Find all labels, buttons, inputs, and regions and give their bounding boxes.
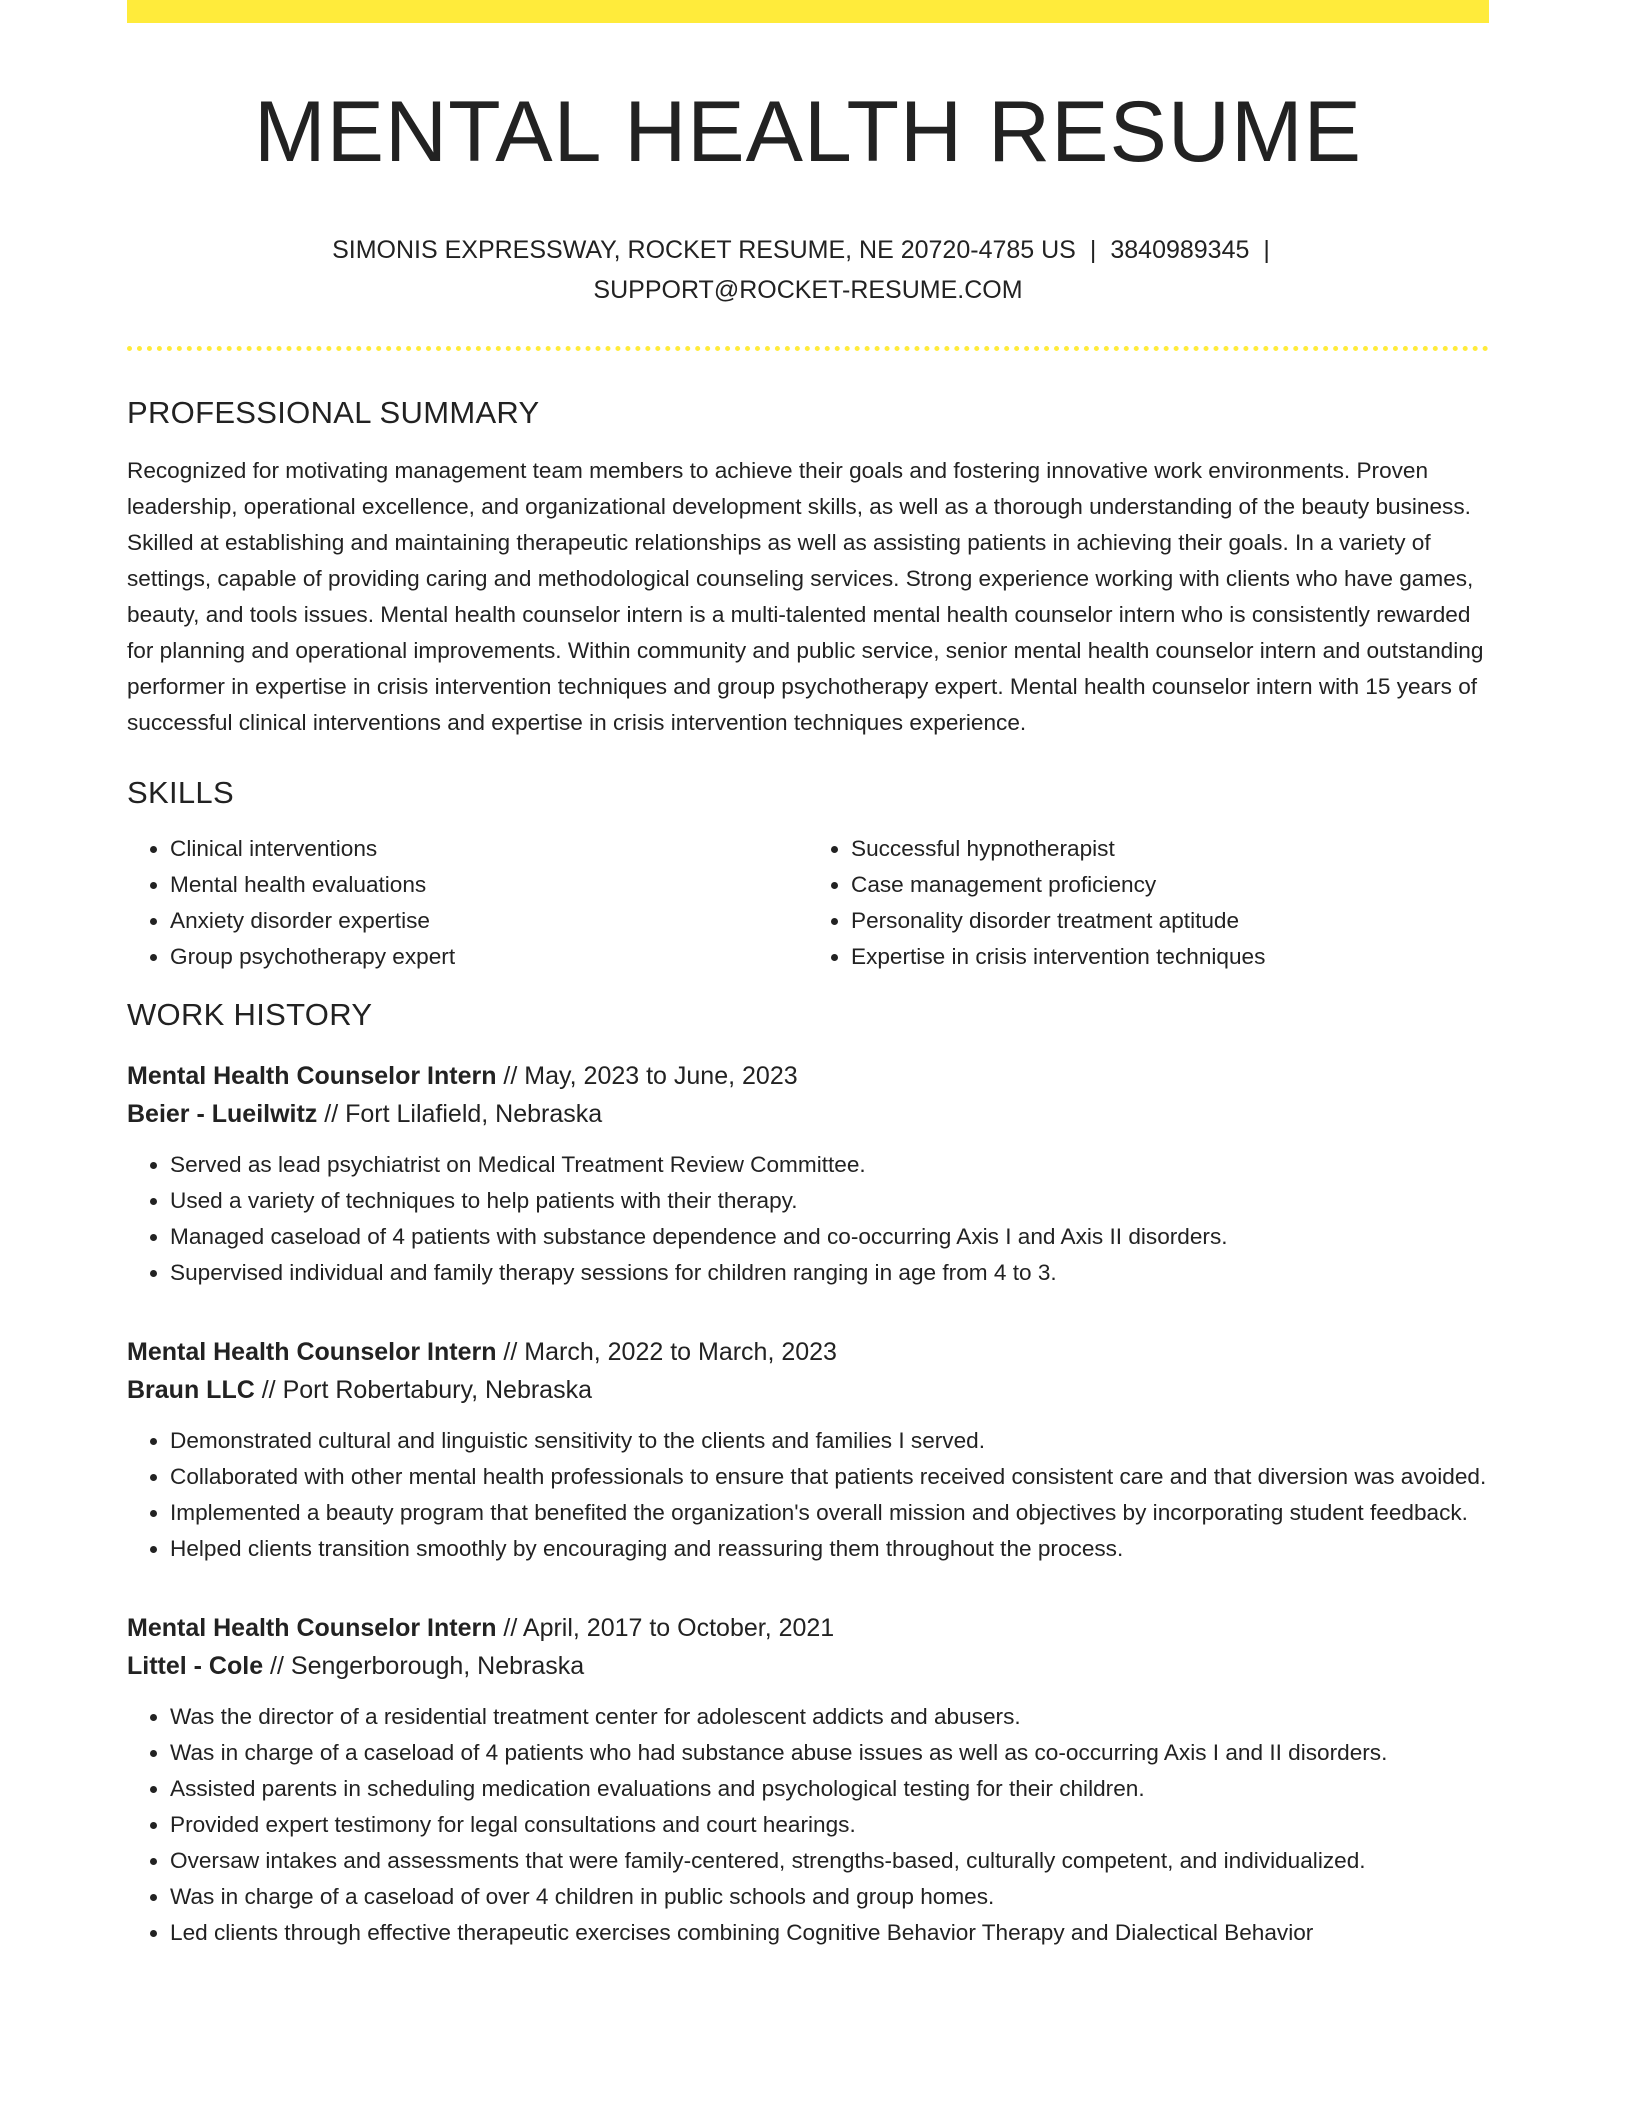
job-company-line: [127, 1371, 1489, 1409]
skill-item: • Clinical interventions: [170, 831, 808, 867]
skills-column-right: [808, 831, 1489, 975]
job-entry: [127, 1057, 1489, 1291]
job-company: Littel - Cole: [127, 1651, 264, 1680]
job-duty: • Assisted parents in scheduling medication evaluations and psychological testing for their children.: [170, 1771, 1489, 1807]
job-location: Sengerborough, Nebraska: [290, 1651, 585, 1680]
contact-address: SIMONIS EXPRESSWAY, ROCKET RESUME, NE 20720-4785 US: [332, 235, 1076, 264]
summary-heading: PROFESSIONAL SUMMARY: [127, 394, 540, 430]
date-separator: //: [496, 1613, 523, 1642]
contact-phone: 3840989345: [1110, 235, 1250, 264]
job-duties: [127, 1423, 1489, 1567]
resume-page: [127, 0, 1489, 1951]
date-separator: //: [263, 1651, 291, 1680]
job-duties: [127, 1147, 1489, 1291]
job-company: Braun LLC: [127, 1375, 255, 1404]
job-company-line: [127, 1647, 1489, 1685]
job-location: Fort Lilafield, Nebraska: [345, 1099, 603, 1128]
job-company-line: [127, 1095, 1489, 1133]
job-duty: • Was in charge of a caseload of over 4 children in public schools and group homes.: [170, 1879, 1489, 1915]
job-duty: • Managed caseload of 4 patients with substance dependence and co-occurring Axis I and Axis II disorders.: [170, 1219, 1489, 1255]
job-company: Beier - Lueilwitz: [127, 1099, 318, 1128]
resume-title: MENTAL HEALTH RESUME: [254, 84, 1362, 180]
job-duty: • Was in charge of a caseload of 4 patients who had substance abuse issues as well as co-occurring Axis I and II disorders.: [170, 1735, 1489, 1771]
skill-item: • Group psychotherapy expert: [170, 939, 808, 975]
job-duty: • Supervised individual and family therapy sessions for children ranging in age from 4 to 3.: [170, 1255, 1489, 1291]
job-duty: • Helped clients transition smoothly by encouraging and reassuring them throughout the process.: [170, 1531, 1489, 1567]
job-dates: May, 2023 to June, 2023: [524, 1061, 798, 1090]
job-role: Mental Health Counselor Intern: [127, 1613, 497, 1642]
job-dates: April, 2017 to October, 2021: [522, 1613, 835, 1642]
job-dates: March, 2022 to March, 2023: [524, 1337, 837, 1366]
contact-email: SUPPORT@ROCKET-RESUME.COM: [593, 275, 1023, 304]
job-duty: • Used a variety of techniques to help patients with their therapy.: [170, 1183, 1489, 1219]
date-separator: //: [254, 1375, 283, 1404]
skill-item: • Case management proficiency: [851, 867, 1489, 903]
job-duty: • Led clients through effective therapeutic exercises combining Cognitive Behavior Therapy and Dialectical Behavior: [170, 1915, 1489, 1951]
accent-bar: [127, 0, 1489, 23]
skill-item: • Successful hypnotherapist: [851, 831, 1489, 867]
skills-heading: SKILLS: [127, 774, 234, 810]
skill-item: • Mental health evaluations: [170, 867, 808, 903]
skills-list: [127, 831, 1489, 975]
job-role-line: [127, 1609, 1489, 1647]
dotted-divider: [127, 346, 1489, 351]
skill-item: • Anxiety disorder expertise: [170, 903, 808, 939]
job-role: Mental Health Counselor Intern: [127, 1061, 497, 1090]
summary-text: Recognized for motivating management team members to achieve their goals and fostering innovative work environments. Proven leadership, operational excellence, and organizational development skills, as well as a thorough understanding of the beauty business. Skilled at establishing and maintaining therapeutic relationships as well as assisting patients in achieving their goals. In a variety of settings, capable of providing caring and methodological counseling services. Strong experience working with clients who have games, beauty, and tools issues. Mental health counselor intern is a multi-talented mental health counselor intern who is consistently rewarded for planning and operational improvements. Within community and public service, senior mental health counselor intern and outstanding performer in expertise in crisis intervention techniques and group psychotherapy expert. Mental health counselor intern with 15 years of successful clinical interventions and expertise in crisis intervention techniques experience.: [127, 457, 1484, 735]
job-role-line: [127, 1333, 1489, 1371]
skills-column-left: [127, 831, 808, 975]
date-separator: //: [317, 1099, 346, 1128]
contact-info: [308, 230, 1308, 310]
date-separator: //: [496, 1337, 525, 1366]
skill-item: • Expertise in crisis intervention techniques: [851, 939, 1489, 975]
work-history-heading: WORK HISTORY: [127, 996, 373, 1032]
job-duty: • Collaborated with other mental health professionals to ensure that patients received consistent care and that diversion was avoided.: [170, 1459, 1489, 1495]
contact-separator: |: [1263, 235, 1270, 264]
job-entry: [127, 1609, 1489, 1951]
job-duty: • Oversaw intakes and assessments that were family-centered, strengths-based, culturally competent, and individualized.: [170, 1843, 1489, 1879]
skill-item: • Personality disorder treatment aptitude: [851, 903, 1489, 939]
contact-separator: |: [1089, 235, 1097, 264]
job-duty: • Served as lead psychiatrist on Medical Treatment Review Committee.: [170, 1147, 1489, 1183]
job-duties: [127, 1699, 1489, 1951]
job-location: Port Robertabury, Nebraska: [282, 1375, 592, 1404]
job-entry: [127, 1333, 1489, 1567]
job-duty: • Demonstrated cultural and linguistic sensitivity to the clients and families I served.: [170, 1423, 1489, 1459]
job-role: Mental Health Counselor Intern: [127, 1337, 497, 1366]
job-role-line: [127, 1057, 1489, 1095]
job-duty: • Provided expert testimony for legal consultations and court hearings.: [170, 1807, 1489, 1843]
job-duty: • Implemented a beauty program that benefited the organization's overall mission and objectives by incorporating student feedback.: [170, 1495, 1489, 1531]
job-duty: • Was the director of a residential treatment center for adolescent addicts and abusers.: [170, 1699, 1489, 1735]
date-separator: //: [496, 1061, 525, 1090]
